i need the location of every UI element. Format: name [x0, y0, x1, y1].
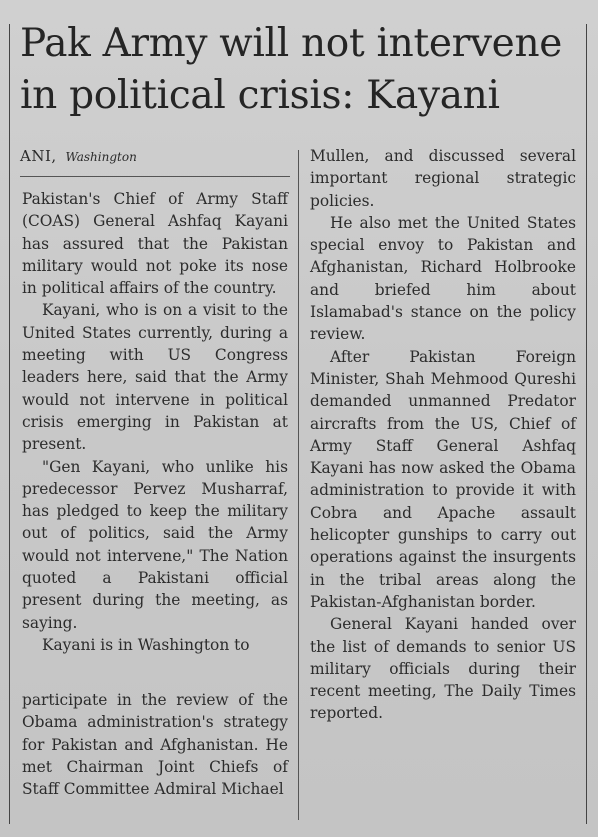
- byline-divider: [20, 176, 290, 177]
- paragraph: After Pakistan Foreign Minister, Shah Mehmood Qureshi demanded unmanned Predator aircrafts from the US, Chief of Army Staff General Ashfaq Kayani has now asked the Obama administration to provide it with Cobra and Apache assault helicopter gunships to carry out operations against the insurgents in the tribal areas along the Pakistan-Afghanistan border.: [310, 347, 576, 611]
- paragraph: Kayani, who is on a visit to the United States currently, during a meeting with US Congress leaders here, said that the Army would not intervene in political crisis emerging in Pakistan at present.: [22, 301, 288, 454]
- paragraph: participate in the review of the Obama administration's strategy for Pakistan and Afghanistan. He met Chairman Joint Chiefs of Staff Committee Admiral Michael: [22, 691, 288, 799]
- paragraph: He also met the United States special envoy to Pakistan and Afghanistan, Richard Holbrooke and briefed him about Islamabad's stance on the policy review.: [310, 213, 576, 344]
- right-border-rule: [586, 24, 587, 824]
- headline: Pak Army will not intervene in political crisis: Kayani: [20, 21, 563, 118]
- left-border-rule: [9, 24, 10, 824]
- byline-place: Washington: [65, 150, 137, 164]
- right-column: [310, 145, 576, 725]
- dateline: [20, 147, 137, 165]
- paragraph: Kayani is in Washington to: [42, 635, 250, 654]
- paragraph: General Kayani handed over the list of demands to senior US military officials during their recent meeting, The Daily Times reported.: [310, 615, 576, 723]
- left-column-continued: [22, 689, 288, 800]
- byline-agency: ANI,: [20, 147, 57, 165]
- paragraph: "Gen Kayani, who unlike his predecessor Pervez Musharraf, has pledged to keep the military out of politics, said the Army would not intervene," The Nation quoted a Pakistani official present during the meeting, as saying.: [22, 457, 288, 632]
- paragraph: Mullen, and discussed several important regional strategic policies.: [310, 147, 576, 210]
- column-divider: [298, 150, 299, 820]
- left-column: [22, 188, 288, 656]
- paragraph: Pakistan's Chief of Army Staff (COAS) General Ashfaq Kayani has assured that the Pakistan military would not poke its nose in political affairs of the country.: [22, 190, 288, 298]
